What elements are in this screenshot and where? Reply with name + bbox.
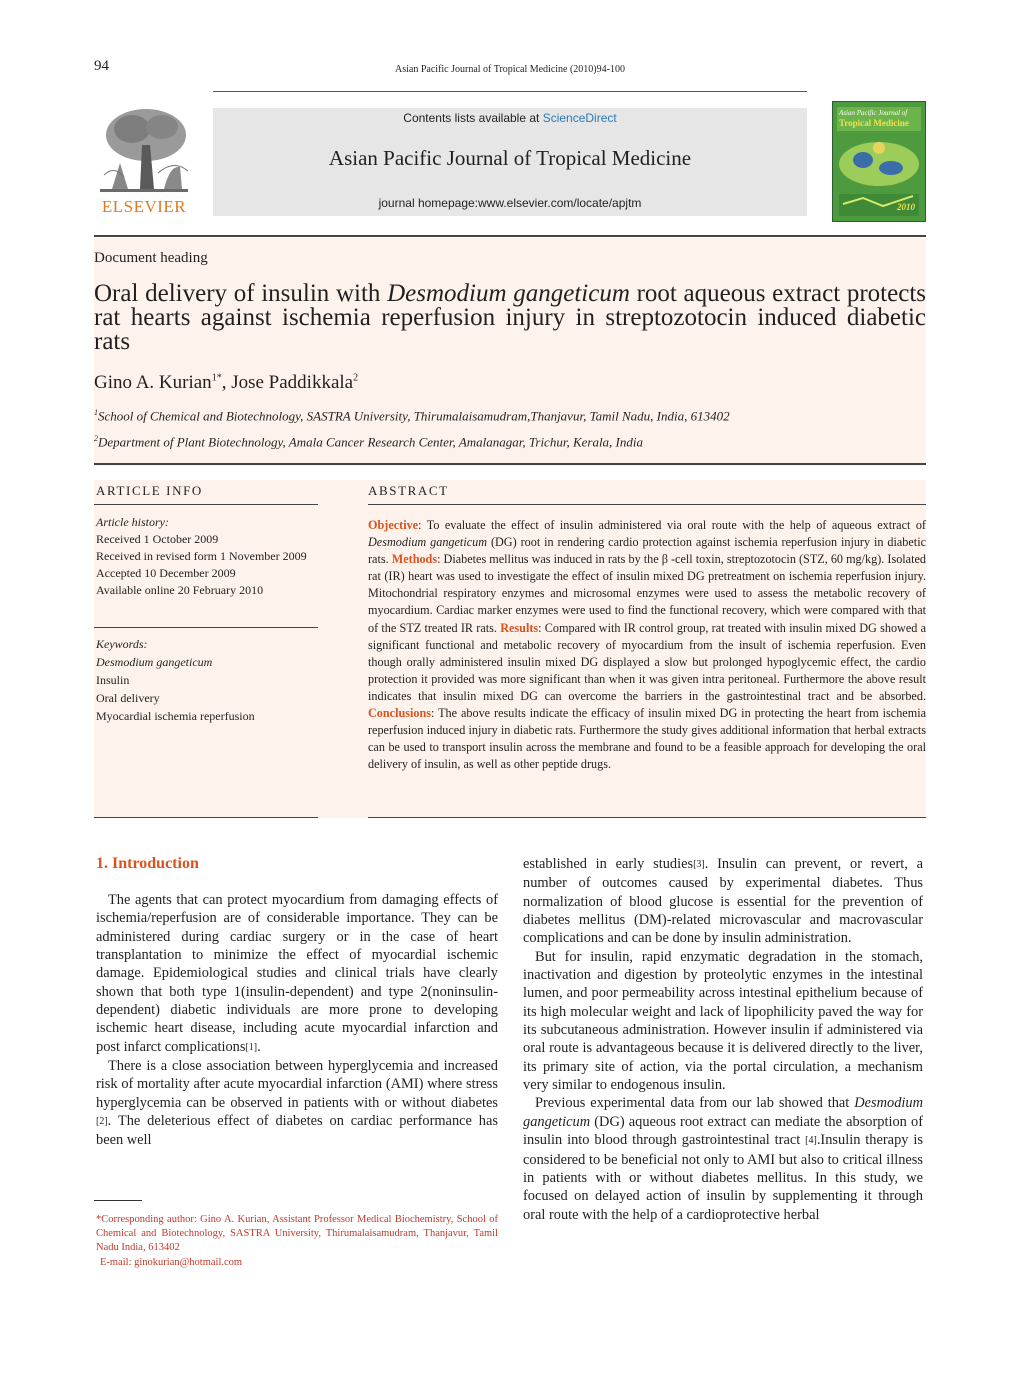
keyword-item: Insulin	[96, 673, 130, 687]
r3-text-3: .Insulin therapy is considered to be beneficial not only to AMI but also to critical illness in patients with or without diabetes mellitus. In this study, we focused on delayed action of insulin by supplementing it through oral route with the help of a cardioprotective herbal	[523, 1132, 923, 1223]
elsevier-logo	[94, 105, 194, 217]
author-list	[94, 372, 358, 394]
r3-text-2: (DG) aqueous root extract can mediate the absorption of insulin into blood through gastrointestinal tract	[523, 1113, 923, 1149]
citation-1[interactable]: [1]	[245, 1041, 258, 1053]
page-number: 94	[94, 58, 109, 74]
footnote-rule	[94, 1200, 142, 1201]
history-received: Received 1 October 2009	[96, 532, 219, 546]
author-2: Jose Paddikkala	[231, 372, 354, 393]
author-separator: ,	[221, 372, 232, 393]
methods-text: : Diabetes mellitus was induced in rats by the β -cell toxin, streptozotocin (STZ, 60 mg/kg). Isolated rat (IR) heart was used to investigate the effect of insulin mixed DG pretreatment on ischemia reperfusion injury. Mitochondrial respiratory enzymes and microsomal enzymes were used to assess the metabolic recovery of myocardium. Cardiac marker enzymes were used to find the functional recovery, which were compared with that of the STZ treated IR rats.	[368, 552, 926, 635]
journal-homepage-link[interactable]: journal homepage:www.elsevier.com/locate/apjtm	[378, 196, 642, 210]
r3-species: Desmodium gangeticum	[523, 1095, 923, 1130]
top-rule	[94, 235, 926, 237]
p2-end: . The deleterious effect of diabetes on cardiac performance has been well	[96, 1113, 498, 1149]
affiliation-1-marker: 1	[94, 408, 98, 417]
article-history-label: Article history:	[96, 515, 169, 529]
sciencedirect-link[interactable]: ScienceDirect	[542, 111, 617, 125]
r1-text: established in early studies	[523, 856, 694, 872]
corresponding-author-footnote	[96, 1213, 498, 1270]
keywords-rule	[94, 627, 318, 628]
title-bottom-rule	[94, 463, 926, 465]
citation-4[interactable]: [4]	[805, 1135, 817, 1147]
history-online: Available online 20 February 2010	[96, 583, 264, 597]
p1-end: .	[257, 1038, 261, 1055]
keywords-label: Keywords:	[96, 637, 148, 651]
affiliation-1	[94, 408, 730, 424]
intro-paragraph-2	[96, 1057, 498, 1150]
article-info-bottom-rule	[94, 817, 318, 818]
journal-name: Asian Pacific Journal of Tropical Medicine	[328, 146, 692, 170]
title-species: Desmodium gangeticum	[387, 280, 630, 307]
keyword-item: Desmodium gangeticum	[96, 655, 213, 669]
abstract-heading: ABSTRACT	[368, 483, 449, 498]
intro-paragraph-4: But for insulin, rapid enzymatic degradation in the stomach, inactivation and digestion by proteolytic enzymes in the intestinal lumen, and poor permeability across intestinal epithelium because of its high molecular weight and lack of lipophilicity paved the way for its subcutaneous administration. However insulin if administered via oral route is advantageous because it is delivered directly to the liver, its primary site of action, via the portal circulation, a mechanism very similar to endogenous insulin.	[523, 948, 923, 1094]
results-label: Results	[500, 620, 539, 635]
cover-year: 2010	[897, 202, 915, 212]
title-part2: root aqueous extract protects rat hearts against ischemia reperfusion injury in streptozotocin induced diabetic rats	[94, 280, 926, 355]
author-2-marker: 2	[353, 372, 359, 384]
affiliation-2	[94, 434, 643, 450]
contents-line	[213, 111, 807, 125]
cover-title-line2: Tropical Medicine	[839, 118, 909, 128]
objective-species: Desmodium gangeticum	[368, 535, 488, 550]
running-head: Asian Pacific Journal of Tropical Medicine (2010)94-100	[395, 64, 625, 75]
conclusions-text: : The above results indicate the efficacy of insulin mixed DG in protecting the heart from ischemia reperfusion induced injury in diabetic rats. Furthermore the study gives additional information that herbal extracts can be used to transport insulin across the membrane and found to be a feasible approach for developing the oral delivery of insulin, as well as other peptide drugs.	[368, 706, 926, 772]
keyword-item: Myocardial ischemia reperfusion	[96, 709, 255, 723]
objective-text: : To evaluate the effect of insulin administered via oral route with the help of aqueous extract of	[418, 518, 926, 532]
history-accepted: Accepted 10 December 2009	[96, 566, 236, 580]
methods-label: Methods	[391, 552, 438, 567]
r1-text-2: . Insulin can prevent, or revert, a number of outcomes caused by experimental diabetes. Thus normalization of blood glucose is essential for the prevention of diabetes mellitus (DM)-related microvascular and macrovascular complications and can be done by insulin administration.	[523, 856, 924, 947]
citation-3[interactable]: [3]	[693, 859, 705, 870]
cover-title-line1: Asian Pacific Journal of	[839, 109, 908, 117]
objective-label: Objective	[368, 518, 419, 532]
article-title	[94, 282, 926, 354]
contents-prefix: Contents lists available at	[403, 111, 543, 125]
author-1-marker: 1*	[211, 372, 222, 384]
body-right-column	[523, 855, 923, 1224]
author-1: Gino A. Kurian	[94, 372, 212, 393]
keyword-item: Oral delivery	[96, 691, 160, 705]
journal-banner	[213, 108, 807, 216]
journal-cover	[832, 101, 926, 222]
abstract-text	[368, 517, 926, 773]
abstract-rule	[368, 504, 926, 505]
intro-paragraph-5	[523, 1094, 923, 1223]
header-rule	[213, 91, 807, 92]
affiliation-2-marker: 2	[94, 434, 98, 443]
intro-paragraph-1	[96, 891, 498, 1057]
history-revised: Received in revised form 1 November 2009	[96, 549, 307, 563]
footnote-text: *Corresponding author: Gino A. Kurian, Assistant Professor Medical Biochemistry, School of Chemical and Biotechnology, SASTRA University, Thirumalaisamudram, Thanjavur, Tamil Nadu India, 613402	[96, 1214, 498, 1254]
article-info-heading: ARTICLE INFO	[96, 483, 203, 498]
objective-text-2: (DG) root in rendering cardio protection against ischemia reperfusion injury in diabetic rats.	[368, 535, 926, 567]
footnote-email[interactable]: E-mail: ginokurian@hotmail.com	[100, 1256, 243, 1268]
r3-text: Previous experimental data from our lab showed that	[535, 1095, 855, 1112]
elsevier-wordmark: ELSEVIER	[101, 197, 187, 216]
citation-2[interactable]: [2]	[96, 1116, 108, 1128]
conclusions-label: Conclusions	[368, 706, 431, 721]
p1-text: The agents that can protect myocardium from damaging effects of ischemia/reperfusion are of considerable importance. They can be administered during cardiac surgery or in the case of heart transplantation to minimize the effect of myocardial ischemic damage. Epidemiological studies and clinical trials have clearly shown that both type 1(insulin-dependent) and type 2(noninsulin-dependent) diabetic individuals are more prone to developing ischemic heart disease, including acute myocardial infarction and post infarct complications	[96, 892, 498, 1055]
results-text: : Compared with IR control group, rat treated with insulin mixed DG showed a significant functional and metabolic recovery of myocardium from the insult of ischemia reperfusion. Even though orally administered insulin mixed DG displayed a slow but prolonged hypoglycemic effect, the cardio protection it provided was more significant than when it was given intra peritoneal. Furthermore the above result indicates that insulin mixed DG can overcome the barriers in the gastrointestinal tract and be absorbed.	[368, 620, 926, 703]
body-left-column	[96, 891, 498, 1150]
document-heading: Document heading	[94, 250, 208, 266]
title-part1: Oral delivery of insulin with	[94, 280, 388, 307]
intro-paragraph-3	[523, 855, 923, 948]
abstract-bottom-rule	[368, 817, 926, 818]
elsevier-tree-icon	[94, 105, 194, 195]
p2-text: There is a close association between hyperglycemia and increased risk of mortality after acute myocardial infarction (AMI) where stress hyperglycemia can be observed in patients with or without diabetes	[96, 1058, 498, 1111]
section-heading-introduction: 1. Introduction	[96, 855, 199, 872]
affiliation-2-text: Department of Plant Biotechnology, Amala Cancer Research Center, Amalanagar, Trichur, Kerala, India	[98, 434, 643, 450]
article-info-rule	[94, 504, 318, 505]
affiliation-1-text: School of Chemical and Biotechnology, SASTRA University, Thirumalaisamudram,Thanjavur, Tamil Nadu, India, 613402	[98, 408, 730, 424]
